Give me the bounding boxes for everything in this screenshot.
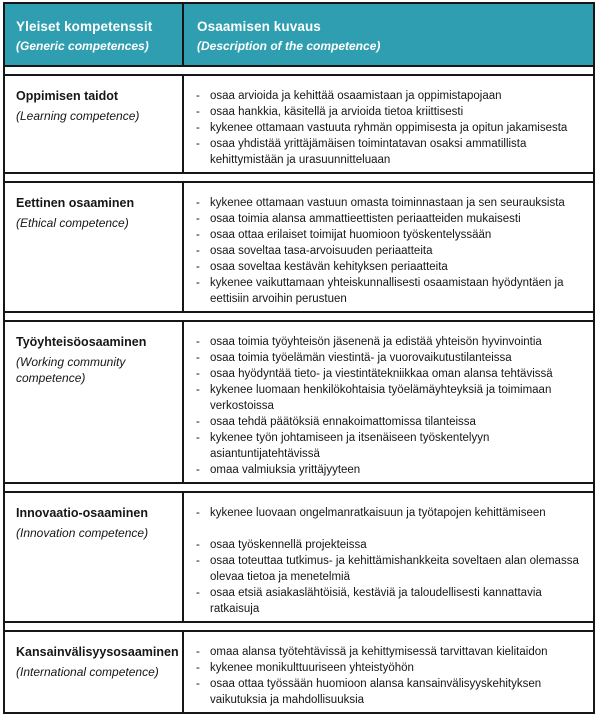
- bullet-marker-dash: -: [196, 539, 200, 551]
- row-title-cell: [5, 76, 184, 172]
- table-row: [5, 491, 593, 623]
- competences-table: [3, 2, 595, 714]
- bullet-text: kykenee ottamaan vastuun omasta toiminnastaan ja sen seurauksista: [210, 197, 565, 209]
- bullet-marker-dash: -: [196, 555, 200, 567]
- header-cell-description: [184, 4, 593, 65]
- bullet-marker-dash: -: [196, 138, 200, 150]
- bullet-marker-dash: -: [196, 261, 200, 273]
- bullet-item: [184, 243, 587, 259]
- row-title: Työyhteisöosaaminen: [16, 335, 147, 349]
- row-title: Oppimisen taidot: [16, 89, 119, 103]
- bullet-item: [184, 505, 587, 521]
- bullet-marker-dash: -: [196, 277, 200, 289]
- bullet-item: [184, 553, 587, 585]
- bullet-item: [184, 334, 587, 350]
- row-title-cell: [5, 183, 184, 311]
- bullet-marker-dash: -: [196, 646, 200, 658]
- row-subtitle: (Ethical competence): [16, 216, 129, 230]
- header-description-subtitle: (Description of the competence): [197, 39, 381, 53]
- bullet-item: [184, 462, 587, 478]
- bullet-item: [184, 227, 587, 243]
- bullet-text: osaa toimia alansa ammattieettisten periaatteiden mukaisesti: [210, 213, 521, 225]
- bullet-marker-dash: -: [196, 352, 200, 364]
- row-description-cell: [184, 322, 593, 482]
- bullet-marker-dash: -: [196, 245, 200, 257]
- bullet-marker-dash: -: [196, 197, 200, 209]
- bullet-list: [184, 505, 587, 617]
- bullet-list: [184, 88, 587, 168]
- bullet-marker-dash: -: [196, 122, 200, 134]
- row-title-cell: [5, 322, 184, 482]
- bullet-text: osaa työskennellä projekteissa: [210, 539, 367, 551]
- bullet-marker-dash: -: [196, 678, 200, 690]
- bullet-text: osaa hyödyntää tieto- ja viestintätekniikkaa oman alansa tehtävissä: [210, 368, 553, 380]
- bullet-item: [184, 414, 587, 430]
- row-title-cell: [5, 632, 184, 712]
- bullet-marker-dash: -: [196, 464, 200, 476]
- bullet-text: omaa valmiuksia yrittäjyyteen: [210, 464, 361, 476]
- bullet-text: osaa etsiä asiakaslähtöisiä, kestäviä ja taloudellisesti kannattavia ratkaisuja: [210, 587, 542, 615]
- row-subtitle: (International competence): [16, 665, 159, 679]
- bullet-item: [184, 211, 587, 227]
- bullet-marker-dash: -: [196, 106, 200, 118]
- bullet-item: [184, 430, 587, 462]
- bullet-marker-dash: -: [196, 507, 200, 519]
- bullet-text: kykenee monikulttuuriseen yhteistyöhön: [210, 662, 414, 674]
- bullet-marker-dash: -: [196, 229, 200, 241]
- bullet-text: osaa toimia työelämän viestintä- ja vuorovaikutustilanteissa: [210, 352, 512, 364]
- row-subtitle: (Innovation competence): [16, 526, 149, 540]
- row-title: Kansainvälisyysosaaminen: [16, 645, 179, 659]
- bullet-item: [184, 136, 587, 168]
- bullet-text: osaa ottaa työssään huomioon alansa kansainvälisyyskehityksen vaikutuksia ja mahdollisuuksia: [210, 678, 542, 706]
- bullet-text: osaa toimia työyhteisön jäsenenä ja edistää yhteisön hyvinvointia: [210, 336, 542, 348]
- bullet-list: [184, 195, 587, 307]
- bullet-text: osaa arvioida ja kehittää osaamistaan ja oppimistapojaan: [210, 90, 502, 102]
- bullet-item: [184, 366, 587, 382]
- bullet-item: [184, 120, 587, 136]
- bullet-text: kykenee työn johtamiseen ja itsenäiseen työskentelyyn asiantuntijatehtävissä: [210, 432, 490, 460]
- bullet-marker-dash: -: [196, 384, 200, 396]
- row-title-cell: [5, 493, 184, 621]
- header-description-title: Osaamisen kuvaus: [197, 19, 321, 34]
- row-title: Innovaatio-osaaminen: [16, 506, 148, 520]
- bullet-marker-dash: -: [196, 662, 200, 674]
- bullet-list: [184, 334, 587, 478]
- table-row: [5, 630, 593, 712]
- bullet-text: osaa tehdä päätöksiä ennakoimattomissa tilanteissa: [210, 416, 476, 428]
- bullet-marker-dash: -: [196, 368, 200, 380]
- bullet-text: osaa soveltaa tasa-arvoisuuden periaatteita: [210, 245, 433, 257]
- bullet-marker-dash: -: [196, 432, 200, 444]
- bullet-marker-dash: -: [196, 90, 200, 102]
- bullet-text: omaa alansa työtehtävissä ja kehittymisessä tarvittavan kielitaidon: [210, 646, 548, 658]
- bullet-text: osaa soveltaa kestävän kehityksen periaatteita: [210, 261, 448, 273]
- table-row: [5, 181, 593, 313]
- bullet-item: [184, 88, 587, 104]
- bullet-text: kykenee luomaan henkilökohtaisia työelämäyhteyksiä ja toimimaan verkostoissa: [210, 384, 552, 412]
- table-row: [5, 320, 593, 484]
- row-description-cell: [184, 493, 593, 621]
- bullet-list: [184, 644, 587, 708]
- header-cell-generic: [5, 4, 184, 65]
- header-generic-subtitle: (Generic competences): [16, 39, 149, 53]
- bullet-marker-dash: -: [196, 213, 200, 225]
- bullet-item: [184, 382, 587, 414]
- bullet-text: osaa ottaa erilaiset toimijat huomioon työskentelyssään: [210, 229, 492, 241]
- bullet-text: osaa yhdistää yrittäjämäisen toimintatavan osaksi ammatillista kehittymistään ja urasuunnitteluaan: [210, 138, 527, 166]
- bullet-text: kykenee ottamaan vastuuta ryhmän oppimisesta ja opitun jakamisesta: [210, 122, 568, 134]
- row-description-cell: [184, 183, 593, 311]
- row-title: Eettinen osaaminen: [16, 196, 135, 210]
- bullet-marker-dash: -: [196, 416, 200, 428]
- table-row: [5, 74, 593, 174]
- table-header-row: [5, 4, 593, 67]
- row-subtitle: (Working community competence): [16, 355, 126, 385]
- bullet-item: [184, 585, 587, 617]
- row-description-cell: [184, 76, 593, 172]
- bullet-item: [184, 676, 587, 708]
- bullet-item: [184, 350, 587, 366]
- bullet-item: [184, 644, 587, 660]
- bullet-item: [184, 660, 587, 676]
- header-generic-title: Yleiset kompetenssit: [16, 19, 153, 34]
- bullet-marker-dash: -: [196, 587, 200, 599]
- bullet-marker-dash: -: [196, 336, 200, 348]
- bullet-text: osaa hankkia, käsitellä ja arvioida tietoa kriittisesti: [210, 106, 464, 118]
- bullet-item: [184, 275, 587, 307]
- bullet-item: [184, 537, 587, 553]
- bullet-text: osaa toteuttaa tutkimus- ja kehittämishankkeita soveltaen alan olemassa olevaa tietoa ja menetelmiä: [210, 555, 579, 583]
- bullet-text: kykenee luovaan ongelmanratkaisuun ja työtapojen kehittämiseen: [210, 507, 546, 519]
- bullet-item: [184, 259, 587, 275]
- bullet-text: kykenee vaikuttamaan yhteiskunnallisesti osaamistaan hyödyntäen ja eettisiin arvoihin perustuen: [210, 277, 564, 305]
- row-description-cell: [184, 632, 593, 712]
- bullet-item: [184, 195, 587, 211]
- bullet-item: [184, 104, 587, 120]
- row-subtitle: (Learning competence): [16, 109, 140, 123]
